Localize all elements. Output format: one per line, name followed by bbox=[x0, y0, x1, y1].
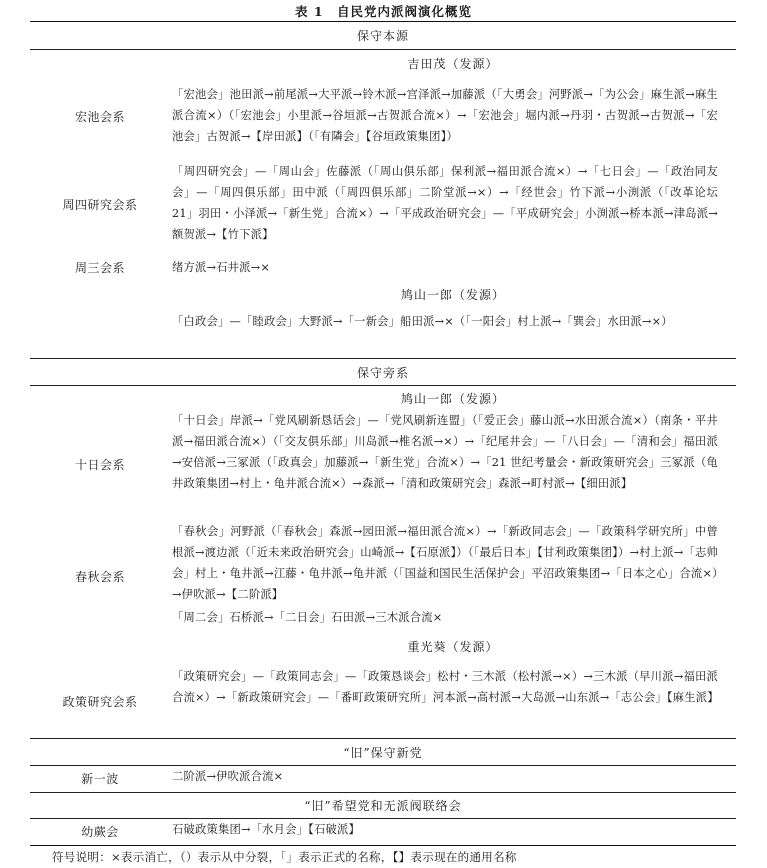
section-rule bbox=[30, 49, 736, 50]
row-label-mokuyo: 周四研究会系 bbox=[62, 198, 138, 212]
row-label-shunjukai: 春秋会系 bbox=[74, 570, 125, 584]
section-rule bbox=[30, 385, 736, 386]
row-text-kochikai: 「宏池会」池田派→前尾派→大平派→铃木派→宫泽派→加藤派（「大勇会」河野派→「为公会」麻生派→麻生派合流×）（「宏池会」小里派→谷垣派→古贺派合流×）→「宏池会」堀内派→丹羽・古贺派→古贺派→「宏池会」古贺派→【岸田派】（「有隣会」【谷垣政策集团】） bbox=[172, 88, 718, 143]
section-hoshu-boryu: 保守旁系 bbox=[356, 366, 409, 380]
founder-hatoyama-2: 鸠山一郎（发源） bbox=[400, 392, 505, 406]
table-caption: 表 1 自民党内派阀演化概览 bbox=[294, 4, 473, 19]
row-label-kochikai: 宏池会系 bbox=[74, 110, 125, 124]
row-text-shunjukai: 「春秋会」河野派（「春秋会」森派→园田派→福田派合流×）→「新政同志会」—「政策科学研究所」中曾根派→渡边派（「近未来政治研究会」山崎派→【石原派】）（「最后日本」【甘利政策集团】）→村上派→「志帅会」村上・龟井派→江藤・龟井派→龟井派（「国益和国民生活保护会」平沼政策集团→「日本之心」合流×）→伊吹派→【二阶派】 bbox=[172, 525, 718, 601]
founder-shigemitsu: 重光葵（发源） bbox=[407, 640, 499, 654]
row-label-yowarabikai: 幼蕨会 bbox=[81, 825, 119, 839]
row-text-suiyo: 绪方派→石井派→× bbox=[172, 261, 270, 274]
section-old-kibo: “旧”希望党和无派阀联络会 bbox=[304, 799, 462, 813]
founder-yoshida: 吉田茂（发源） bbox=[407, 57, 499, 71]
section-old-hoshu-shinto: “旧”保守新党 bbox=[343, 746, 423, 760]
row-text-mokuyo: 「周四研究会」—「周山会」佐藤派（「周山俱乐部」保利派→福田派合流×）→「七日会」—「政治同友会」—「周四俱乐部」田中派（「周四俱乐部」二阶堂派→×）→「经世会」竹下派→小渕派（「改革论坛 21」羽田・小泽派→「新生党」合流×）→「平成政治研究会」—「平成研究会」小渕派→桥本派→津岛派→额贺派→【竹下派】 bbox=[172, 165, 718, 241]
row-text-seisaku: 「政策研究会」—「政策同志会」—「政策恳谈会」松村・三木派（松村派→×）→三木派（早川派→福田派合流×）→「新政策研究会」—「番町政策研究所」河本派→高村派→大岛派→山东派→「志公会」【麻生派】 bbox=[172, 670, 719, 704]
bottom-rule bbox=[30, 845, 736, 846]
row-label-suiyo: 周三会系 bbox=[74, 261, 125, 275]
section-rule bbox=[30, 792, 736, 793]
row-text-yowarabikai: 石破政策集团→「水月会」【石破派】 bbox=[172, 823, 360, 836]
symbol-legend: 符号说明：×表示消亡，（）表示从中分裂，「」表示正式的名称，【】表示现在的通用名称 bbox=[52, 850, 517, 864]
row-text-shinnami: 二阶派→伊吹派合流× bbox=[172, 770, 284, 783]
row-label-tokakai: 十日会系 bbox=[74, 458, 125, 472]
top-rule bbox=[30, 21, 736, 22]
section-rule bbox=[30, 738, 736, 739]
row-text-tokakai: 「十日会」岸派→「党风刷新恳话会」—「党风刷新连盟」（「爱正会」藤山派→水田派合流×）（南条・平井派→福田派合流×）（「交友俱乐部」川岛派→椎名派→×）→「纪尾井会」—「八日会」—「清和会」福田派→安倍派→三冢派（「政真会」加藤派→「新生党」合流×）→「21 世纪考量会・新政策研究会」三冢派（龟井政策集团→村上・龟井派合流×）→森派→「清和政策研究会」森派→町村派→【细田派】 bbox=[172, 414, 718, 490]
founder-hatoyama-1: 鸠山一郎（发源） bbox=[400, 288, 505, 302]
section-rule bbox=[30, 358, 736, 359]
row-label-shinnami: 新一波 bbox=[81, 772, 119, 786]
row-label-seisaku: 政策研究会系 bbox=[62, 695, 138, 709]
row-text-kayokai: 「周二会」石桥派→「二日会」石田派→三木派合流× bbox=[172, 611, 443, 624]
section-hoshu-honryu: 保守本源 bbox=[356, 29, 409, 43]
row-text-hakuseikai: 「白政会」—「睦政会」大野派→「一新会」船田派→×（「一阳会」村上派→「巽会」水田派→×） bbox=[172, 315, 673, 328]
